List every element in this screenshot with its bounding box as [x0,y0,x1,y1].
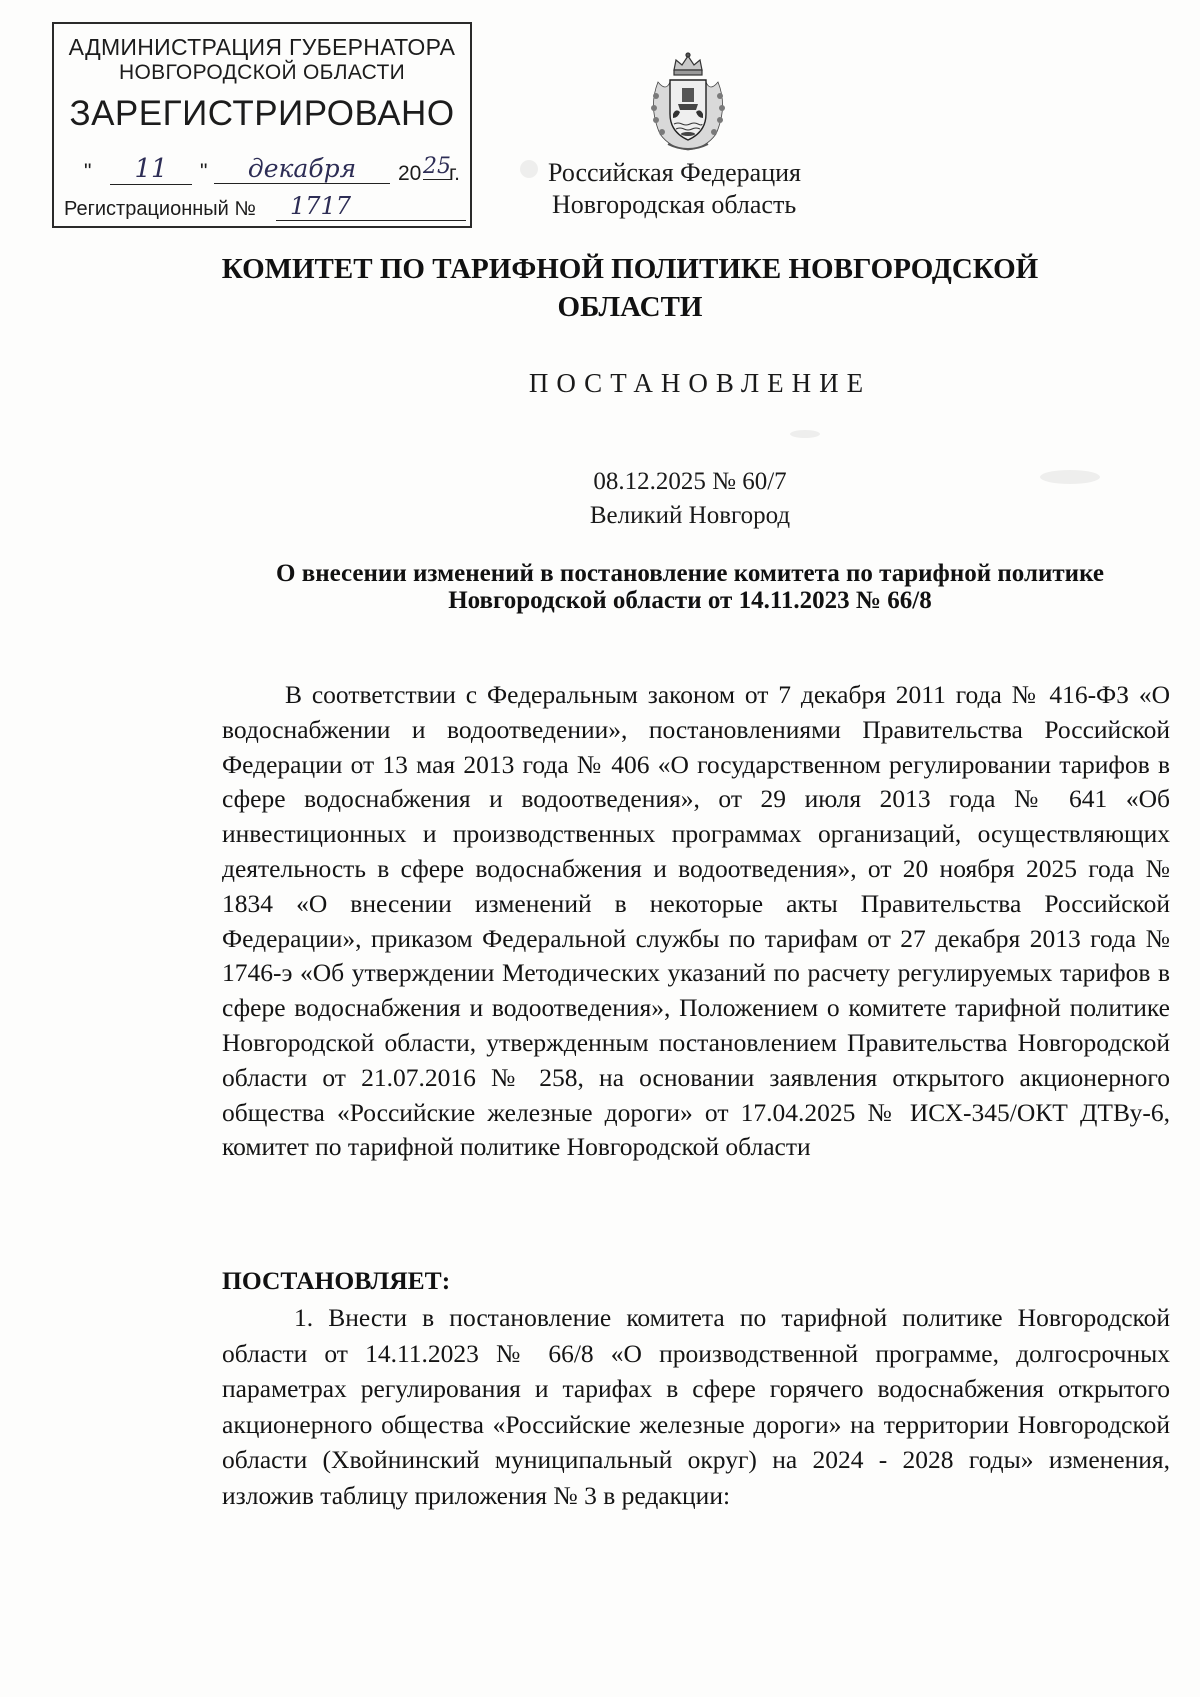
scan-noise [790,430,820,438]
resolves-heading: ПОСТАНОВЛЯЕТ: [222,1266,451,1295]
committee-title [200,250,1060,326]
stamp-close-quote: " [200,160,208,183]
resolution-item-1-text: 1. Внести в постановление комитета по тарифной политике Новгородской области от 14.11.2023 № 66/8 «О производственной программе, долгосрочных параметрах регулирования и тарифах в сфере горячего водоснабжения открытого акционерного общества «Российские железные дороги» на территории Новгородской области (Хвойнинский муниципальный округ) на 2024 - 2028 годы» изменения, изложив таблицу приложения № 3 в редакции: [222,1303,1170,1510]
committee-title-line2: ОБЛАСТИ [557,291,703,323]
stamp-authority-line2: НОВГОРОДСКОЙ ОБЛАСТИ [119,61,405,84]
stamp-year-suffix-handwritten: 25 [423,154,451,179]
stamp-registration-label: Регистрационный № [64,198,256,220]
document-subject-line2: Новгородской области от 14.11.2023 № 66/8 [448,587,932,614]
stamp-date-row [80,154,460,188]
novgorod-coat-of-arms-icon [640,52,736,154]
resolution-item-1 [222,1300,1170,1513]
stamp-year-unit: г. [449,162,460,185]
stamp-status: ЗАРЕГИСТРИРОВАНО [69,94,455,133]
registration-stamp [52,22,472,228]
stamp-authority-line1: АДМИНИСТРАЦИЯ ГУБЕРНАТОРА [68,34,456,60]
stamp-year-prefix: 20 [398,162,422,185]
committee-title-line1: КОМИТЕТ ПО ТАРИФНОЙ ПОЛИТИКЕ НОВГОРОДСКОЙ [221,253,1039,285]
scan-noise [1040,470,1100,484]
stamp-open-quote: " [84,160,92,183]
preamble-paragraph [222,678,1170,1165]
preamble-text: В соответствии с Федеральным законом от 7 декабря 2011 года № 416-ФЗ «О водоснабжении и водоотведении», постановлениями Правительства Российской Федерации от 13 мая 2013 года № 406 «О государственном регулировании тарифов в сфере водоснабжения и водоотведения», от 29 июля 2013 года № 641 «Об инвестиционных и производственных программах организаций, осуществляющих деятельность в сфере водоснабжения и водоотведения», от 20 ноября 2025 года № 1834 «О внесении изменений в некоторые акты Правительства Российской Федерации», приказом Федеральной службы по тарифам от 27 декабря 2013 года № 1746-э «Об утверждении Методических указаний по расчету регулируемых тарифов в сфере водоснабжения и водоотведения», Положением о комитете тарифной политике Новгородской области, утвержденным постановлением Правительства Новгородской области от 21.07.2016 № 258, на основании заявления открытого акционерного общества «Российские железные дороги» от 17.04.2025 № ИСХ-345/ОКТ ДТВу-6, комитет по тарифной политике Новгородской области [222,680,1170,1162]
document-city: Великий Новгород [589,502,791,529]
document-type: ПОСТАНОВЛЕНИЕ [528,368,872,398]
country-name: Российская Федерация [548,158,801,187]
stamp-registration-row [64,194,464,224]
stamp-month-handwritten: декабря [214,154,390,184]
stamp-day-handwritten: 11 [110,154,192,185]
scan-noise [520,160,538,178]
document-subject [215,560,1165,614]
document-subject-line1: О внесении изменений в постановление комитета по тарифной политике [276,560,1104,587]
region-name: Новгородская область [552,190,797,219]
stamp-registration-number-handwritten: 1717 [276,192,466,221]
document-date-number: 08.12.2025 № 60/7 [593,468,787,495]
